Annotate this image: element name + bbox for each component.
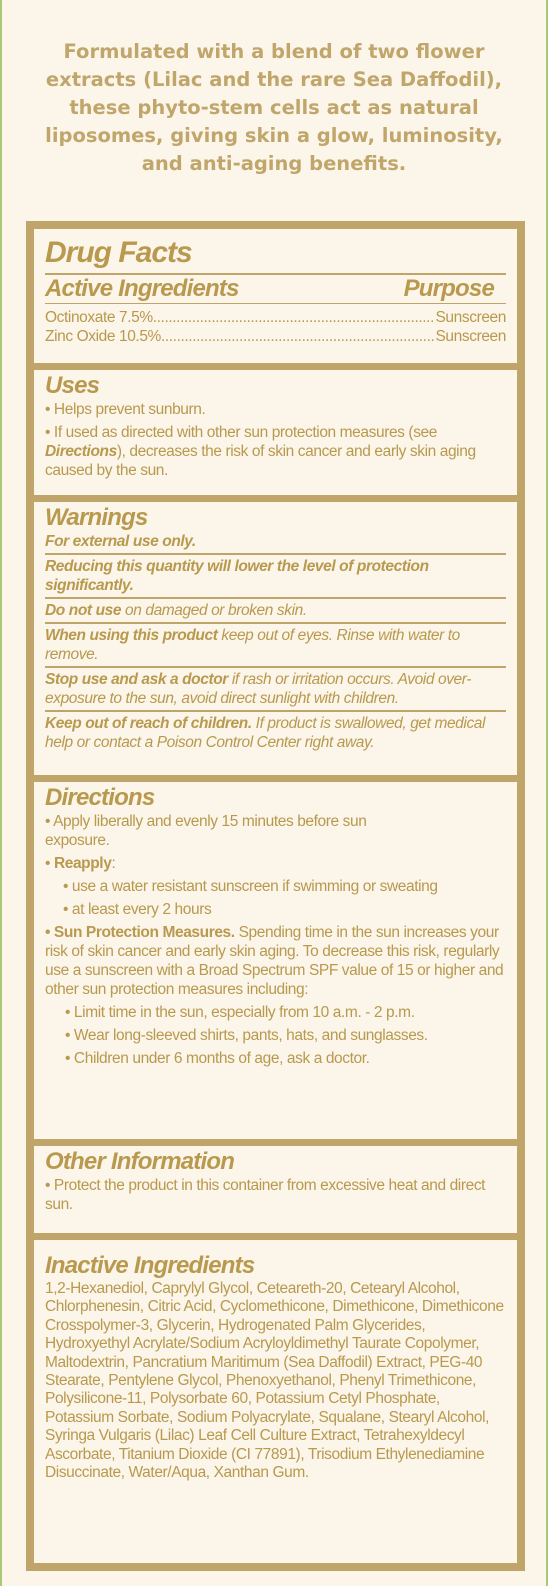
active-name: Zinc Oxide 10.5% [45, 328, 161, 345]
warning-do-not-use: Do not use on damaged or broken skin. [45, 601, 506, 624]
purpose-heading: Purpose [403, 275, 494, 302]
other-information-section [34, 1139, 517, 1214]
directions-measure-limit-time: • Limit time in the sun, especially from 10 a.m. - 2 p.m. [65, 1004, 415, 1021]
warnings-heading: Warnings [45, 504, 148, 531]
warning-external-use: For external use only. [45, 532, 506, 555]
uses-item-1: • Helps prevent sunburn. [45, 401, 206, 418]
directions-apply: • Apply liberally and evenly 15 minutes before sun exposure. [45, 813, 367, 849]
drug-facts-title: Drug Facts [45, 233, 506, 275]
directions-reapply-2-hours: • at least every 2 hours [63, 901, 212, 918]
warning-reducing-quantity: Reducing this quantity will lower the level of protection significantly. [45, 557, 506, 599]
leader-dots [153, 308, 436, 327]
uses-section [34, 363, 517, 480]
active-ingredients-heading: Active Ingredients [45, 275, 239, 302]
active-ingredients-section [34, 233, 517, 346]
uses-item-2: • If used as directed with other sun protection measures (see Directions), decreases the risk of skin cancer and early skin aging caused by the sun. [45, 424, 476, 479]
active-row-octinoxate [45, 308, 506, 327]
active-name: Octinoxate 7.5% [45, 309, 153, 326]
directions-reapply-swimming: • use a water resistant sunscreen if swimming or sweating [63, 878, 438, 895]
active-purpose: Sunscreen [435, 328, 506, 345]
warning-keep-out-of-reach: Keep out of reach of children. If product is swallowed, get medical help or contact a Poison Control Center right away. [45, 715, 486, 751]
other-information-text: • Protect the product in this container from excessive heat and direct sun. [45, 1177, 486, 1213]
warning-when-using: When using this product keep out of eyes. Rinse with water to remove. [45, 626, 506, 668]
directions-sun-protection: • Sun Protection Measures. Spending time in the sun increases your risk of skin cancer and early skin aging. To decrease this risk, regularly use a sunscreen with a Broad Spectrum SPF value of 15 or higher and other sun protection measures including: [45, 924, 504, 998]
intro-paragraph: Formulated with a blend of two flower extracts (Lilac and the rare Sea Daffodil), these phyto-stem cells act as natural liposomes, giving skin a glow, luminosity, and anti-aging benefits. [45, 40, 503, 175]
inactive-ingredients-heading: Inactive Ingredients [45, 1252, 255, 1279]
directions-heading: Directions [45, 784, 155, 811]
warning-stop-use: Stop use and ask a doctor if rash or irritation occurs. Avoid over-exposure to the sun, avoid direct sunlight with children. [45, 670, 506, 712]
active-row-zinc-oxide [45, 327, 506, 346]
active-purpose: Sunscreen [435, 309, 506, 326]
directions-measure-children: • Children under 6 months of age, ask a doctor. [65, 1050, 370, 1067]
uses-heading: Uses [45, 372, 100, 399]
warnings-section [34, 495, 517, 756]
other-information-heading: Other Information [45, 1148, 235, 1175]
inactive-ingredients-text: 1,2-Hexanediol, Caprylyl Glycol, Ceteareth-20, Cetearyl Alcohol, Chlorphenesin, Citric Acid, Cyclomethicone, Dimethicone, Dimethicone Crosspolymer-3, Glycerin, Hydrogenated Palm Glycerides, Hydroxyethyl Acrylate/Sodium Acryloyldimethyl Taurate Copolymer, Maltodextrin, Pancratium Maritimum (Sea Daffodil) Extract, PEG-40 Stearate, Pentylene Glycol, Phenoxyethanol, Phenyl Trimethicone, Polysilicone-11, Polysorbate 60, Potassium Cetyl Phosphate, Potassium Sorbate, Sodium Polyacrylate, Squalane, Stearyl Alcohol, Syringa Vulgaris (Lilac) Leaf Cell Culture Extract, Tetrahexyldecyl Ascorbate, Titanium Dioxide (CI 77891), Trisodium Ethylenediamine Disuccinate, Water/Aqua, Xanthan Gum. [45, 1280, 504, 1482]
directions-reapply: • Reapply: [45, 855, 116, 872]
drug-facts-panel [26, 221, 525, 1571]
leader-dots [161, 327, 436, 346]
directions-measure-clothing: • Wear long-sleeved shirts, pants, hats, and sunglasses. [65, 1027, 428, 1044]
active-ingredients-header [45, 275, 506, 304]
directions-section [34, 775, 517, 1072]
inactive-ingredients-section [34, 1233, 517, 1482]
